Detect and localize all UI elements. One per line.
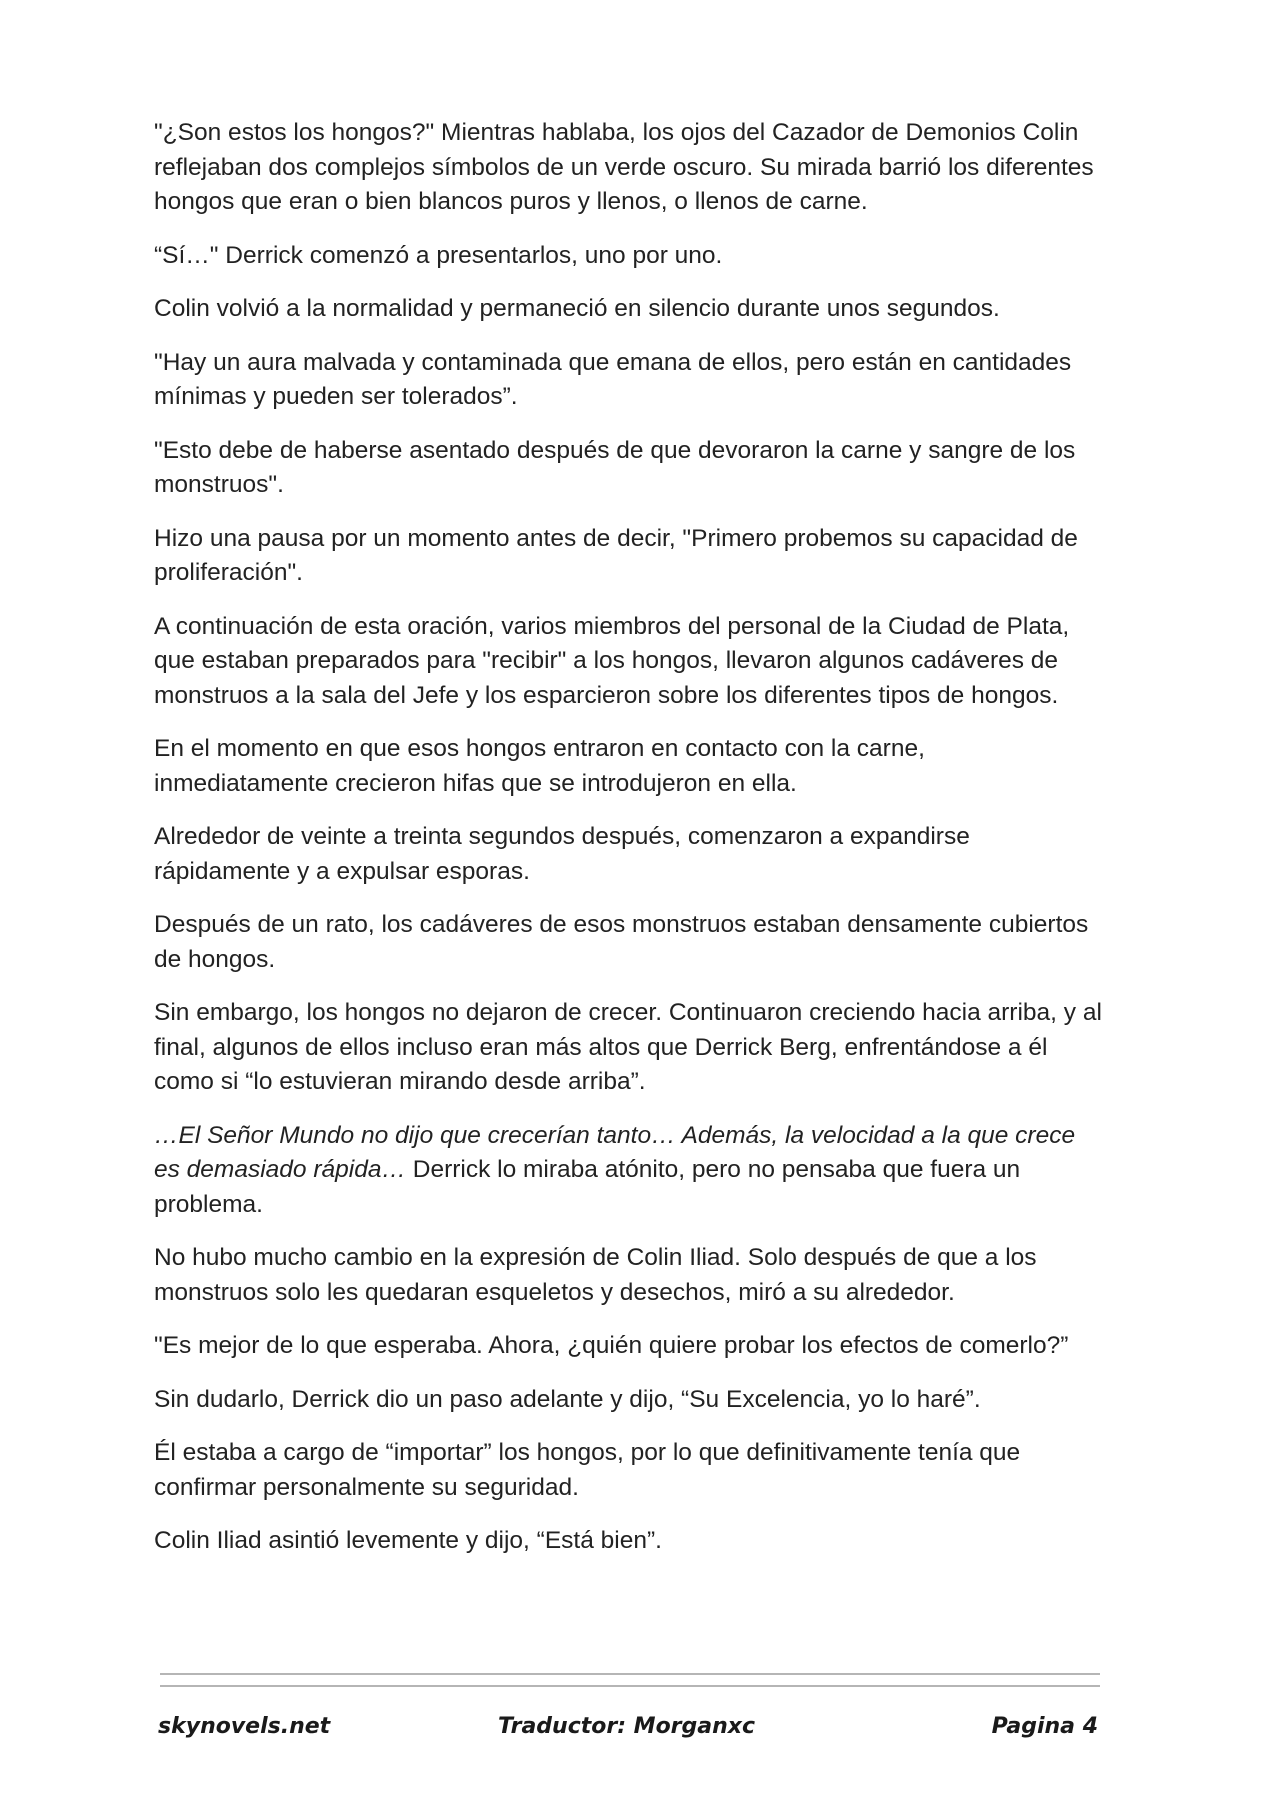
paragraph-1: "¿Son estos los hongos?" Mientras hablaba, los ojos del Cazador de Demonios Colin reflejaban dos complejos símbolos de un verde oscuro. Su mirada barrió los diferentes hongos que eran o bien blancos puros y llenos, o llenos de carne.	[154, 119, 1094, 215]
paragraph-16: Él estaba a cargo de “importar” los hongos, por lo que definitivamente tenía que confirmar personalmente su seguridad.	[154, 1439, 1021, 1501]
footer-page-number: Pagina 4	[991, 1714, 1098, 1739]
paragraph-6: Hizo una pausa por un momento antes de decir, "Primero probemos su capacidad de proliferación".	[154, 524, 1078, 586]
italic-thought: …El Señor Mundo no dijo que crecerían tanto… Además, la velocidad a la que crece es demasiado rápida…	[154, 1121, 1076, 1183]
body-text	[154, 116, 1104, 1578]
paragraph-12	[154, 1119, 1104, 1223]
paragraph-4: "Hay un aura malvada y contaminada que emana de ellos, pero están en cantidades mínimas y pueden ser tolerados”.	[154, 348, 1072, 410]
paragraph-12-rest: Derrick lo miraba atónito, pero no pensaba que fuera un problema.	[154, 1156, 1021, 1218]
footer-divider-top	[160, 1673, 1100, 1675]
paragraph-9: Alrededor de veinte a treinta segundos después, comenzaron a expandirse rápidamente y a expulsar esporas.	[154, 823, 970, 885]
paragraph-8: En el momento en que esos hongos entraron en contacto con la carne, inmediatamente crecieron hifas que se introdujeron en ella.	[154, 735, 925, 797]
paragraph-17: Colin Iliad asintió levemente y dijo, “Está bien”.	[154, 1527, 662, 1554]
paragraph-3: Colin volvió a la normalidad y permaneció en silencio durante unos segundos.	[154, 295, 1000, 322]
paragraph-10: Después de un rato, los cadáveres de esos monstruos estaban densamente cubiertos de hongos.	[154, 911, 1089, 973]
paragraph-14: "Es mejor de lo que esperaba. Ahora, ¿quién quiere probar los efectos de comerlo?”	[154, 1332, 1069, 1359]
footer-translator: Traductor: Morganxc	[498, 1714, 756, 1739]
paragraph-2: “Sí…" Derrick comenzó a presentarlos, uno por uno.	[154, 241, 723, 269]
footer-site: skynovels.net	[158, 1714, 331, 1739]
paragraph-11: Sin embargo, los hongos no dejaron de crecer. Continuaron creciendo hacia arriba, y al final, algunos de ellos incluso eran más altos que Derrick Berg, enfrentándose a él como si “lo estuvieran mirando desde arriba”.	[154, 999, 1102, 1095]
paragraph-13: No hubo mucho cambio en la expresión de Colin Iliad. Solo después de que a los monstruos solo les quedaran esqueletos y desechos, miró a su alrededor.	[154, 1244, 1037, 1306]
footer-divider-bottom	[160, 1685, 1100, 1687]
paragraph-15: Sin dudarlo, Derrick dio un paso adelante y dijo, “Su Excelencia, yo lo haré”.	[154, 1385, 981, 1413]
paragraph-5: "Esto debe de haberse asentado después de que devoraron la carne y sangre de los monstruos".	[154, 436, 1076, 498]
paragraph-7: A continuación de esta oración, varios miembros del personal de la Ciudad de Plata, que estaban preparados para "recibir" a los hongos, llevaron algunos cadáveres de monstruos a la sala del Jefe y los esparcieron sobre los diferentes tipos de hongos.	[154, 612, 1070, 709]
